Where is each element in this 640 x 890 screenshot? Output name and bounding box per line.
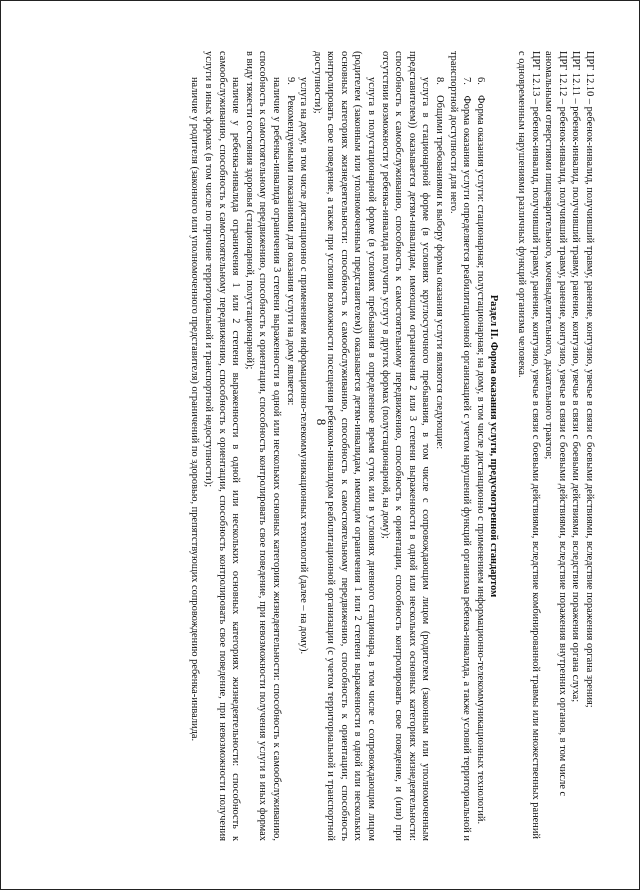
- paragraph-9: 9. Рекомендуемыми показаниями для оказания услуги на дому является:: [284, 77, 296, 406]
- paragraph-home: услуга на дому, в том числе дистанционно с применением информационно-телекоммуникационных технологий (далее – на дому).: [298, 77, 310, 655]
- intro-line: ЦРГ 12.13 – ребенок-инвалид, получивший травму, ранение, контузию, увечье в связи с боевыми действиями, вследствие комбинированной травмы или множественных ранений с одновременным нарушениями различных функций организма человека.: [516, 51, 541, 839]
- paragraph-7: 7. Форма оказания услуги определяется реабилитационной организацией с учетом нарушений функций организма ребенка-инвалида, а также условий территориальной и транспортной доступности для него.: [447, 51, 473, 841]
- spacer: [500, 51, 514, 841]
- intro-line: ЦРГ 12.12 – ребенок-инвалид, получивший травму, ранение, контузию, увечье в связи с боевыми действиями, вследствие поражения внутренних органов, в том числе с аномальными отверстиями пищеварительного, мочевыделительного, дыхательного трактов;: [543, 51, 568, 797]
- paragraph-stationary: услуга в стационарной форме (в условиях круглосуточного пребывания, в том числе с сопровождающим лицом (родителем (законным или уполномоченным представителем)) оказывается детям-инвалидам, имеющим ограничения 2 или 3 степени выраженности в одной или нескольких основных категориях жизнедеятельности: способность к самообслуживанию, способность к самостоятельному передвижению, способность к ориентации, способность контролировать свое поведение, и (или) при отсутствии возможности у ребенка-инвалида получить услугу в других формах (полустационарной, на дому);: [379, 51, 432, 841]
- intro-line: ЦРГ 12.11 – ребенок-инвалид, получивший травму, ранение, контузию, увечье в связи с боевыми действиями, вследствие поражения органа слуха;: [570, 51, 582, 703]
- intro-line: ЦРГ 12.10 – ребенок-инвалид, получивший травму, ранение, контузию, увечье в связи с боевыми действиями, вследствие поражения органа зрения;: [584, 51, 595, 708]
- page-number: 8: [314, 418, 329, 426]
- paragraph-8: 8. Общими требованиями к выбору формы оказания услуги являются следующие:: [434, 77, 446, 450]
- paragraph-semistationary: услуга в полустационарной форме (в условиях пребывания в определенное время суток или в условиях дневного стационара, в том числе с сопровождающим лицом (родителем (законным или уполномоченным представителем)) оказывается детям-инвалидам, имеющим ограничения 1 или 2 степени выраженности в одной или нескольких основных категориях жизнедеятельности: способность к самообслуживанию, способность к самостоятельному передвижению, способность к ориентации; способность контролировать свое поведение, а также при условии возможности посещения ребенком-инвалидом реабилитационной организации (с учетом территориальной и транспортной доступности);: [311, 51, 378, 841]
- paragraph-6: 6. Форма оказания услуги: стационарная; полустационарная; на дому, в том числе дистанционно с применением информационно-телекоммуникационных технологий.: [474, 77, 486, 825]
- paragraph-indication-1: наличие у ребенка-инвалида ограничения 3 степени выраженности в одной или нескольких основных категориях жизнедеятельности: способность к самообслуживанию, способность к самостоятельному передвижению, способность к ориентации, способность контролировать свое поведение, при невозможности получения услуги в иных формах в виду тяжести состояния здоровья (стационарной, полустационарной);: [243, 51, 282, 841]
- paragraph-indication-2: наличие у ребенка-инвалида ограничения 1 или 2 степени выраженности в одной или нескольких основных категориях жизнедеятельности: способность к самообслуживанию, способность к самостоятельному передвижению, способность к ориентации, способность контролировать свое поведение, при невозможности получения услуги в иных формах (в том числе по причине территориальной и транспортной недоступности);: [202, 51, 242, 841]
- section-title: Раздел II. Форма оказания услуги, предусмотренной стандартом: [488, 294, 500, 598]
- document-body: [46, 51, 596, 841]
- paragraph-indication-3: наличие у родителя (законного или уполномоченного представителя) ограничений по здоровью, препятствующих сопровождению ребенка-инвалида.: [189, 77, 201, 742]
